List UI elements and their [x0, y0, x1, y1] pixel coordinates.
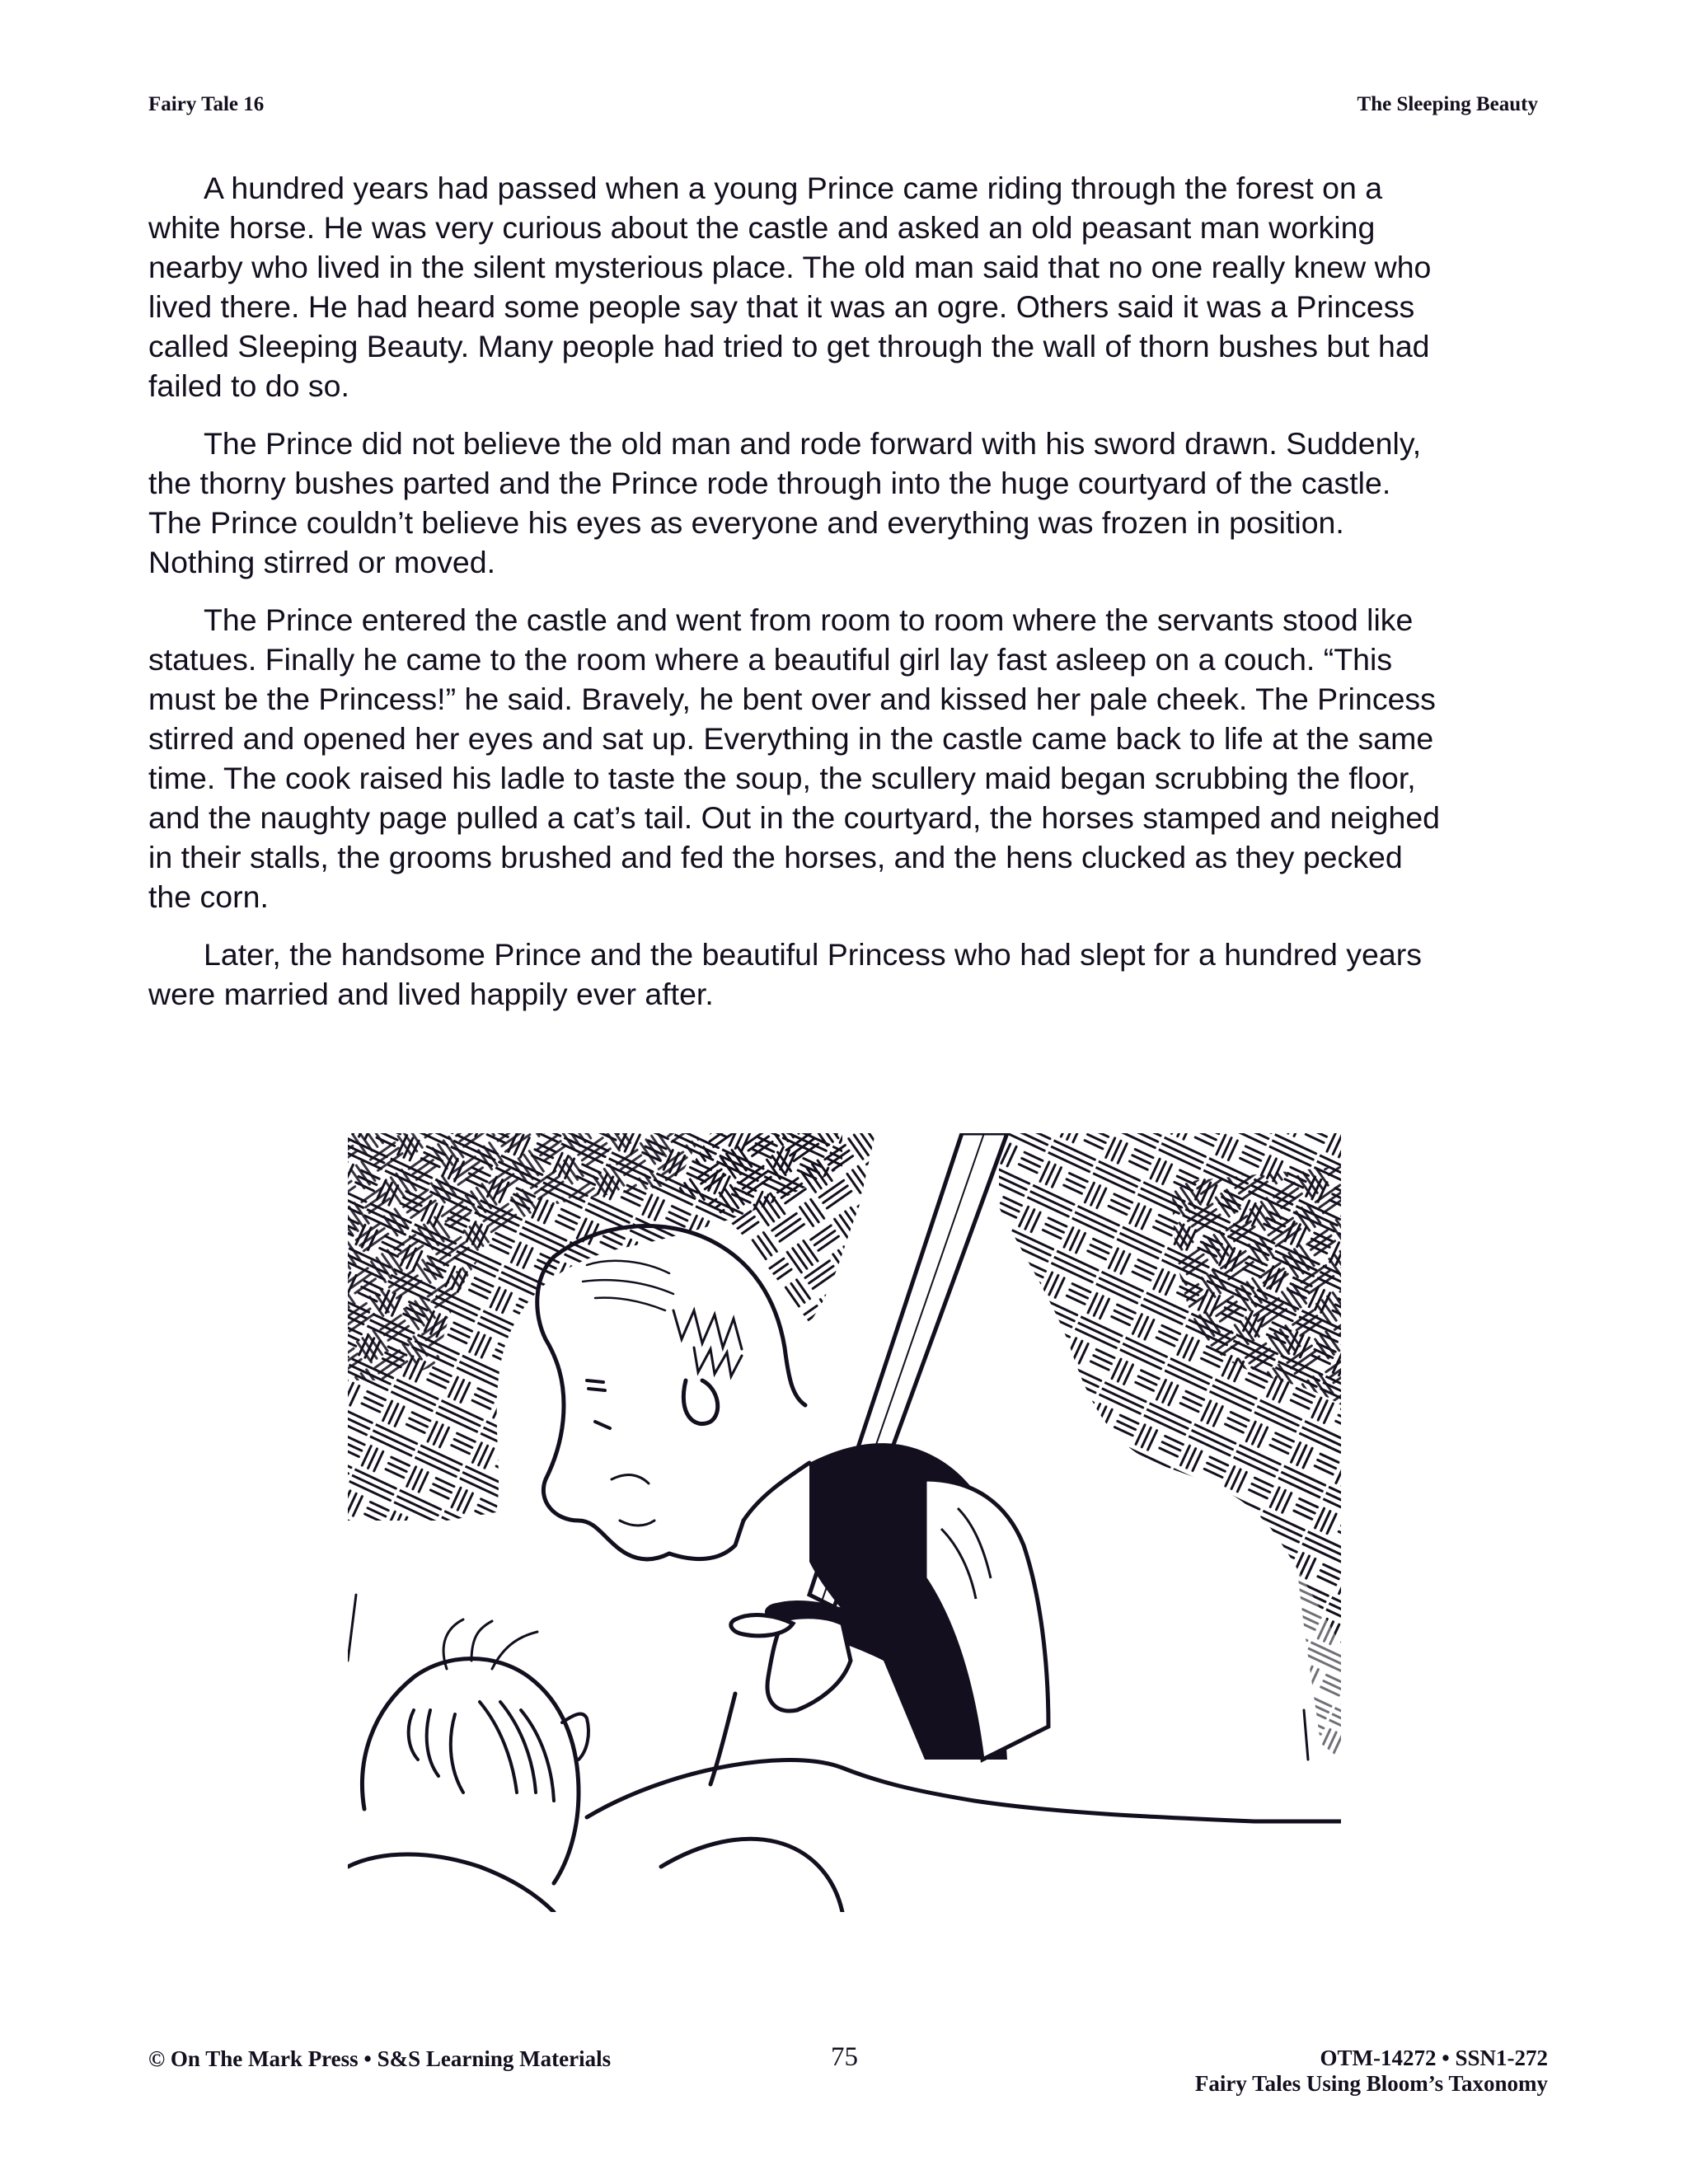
- text-line: called Sleeping Beauty. Many people had tried to get through the wall of thorn bushes but had: [148, 329, 1430, 363]
- story-text: [148, 168, 1566, 1032]
- paragraph-3: [148, 600, 1566, 916]
- text-line: and the naughty page pulled a cat’s tail. Out in the courtyard, the horses stamped and neighed: [148, 800, 1441, 835]
- text-line: nearby who lived in the silent mysterious place. The old man said that no one really knew who: [148, 250, 1432, 284]
- text-line: the corn.: [148, 879, 269, 914]
- text-line: Nothing stirred or moved.: [148, 545, 496, 579]
- prince-hand: [731, 1615, 851, 1711]
- story-illustration: [348, 1133, 1341, 1912]
- text-line: stirred and opened her eyes and sat up. Everything in the castle came back to life at the same: [148, 721, 1434, 756]
- text-line: The Prince did not believe the old man and rode forward with his sword drawn. Suddenly,: [204, 426, 1422, 461]
- paragraph-1: [148, 168, 1566, 405]
- text-line: Later, the handsome Prince and the beautiful Princess who had slept for a hundred years: [204, 937, 1423, 972]
- text-line: white horse. He was very curious about the castle and asked an old peasant man working: [148, 210, 1376, 245]
- text-line: failed to do so.: [148, 368, 349, 403]
- book-info: [1195, 2046, 1548, 2097]
- running-head-story-title: The Sleeping Beauty: [1357, 93, 1538, 115]
- text-line: The Prince couldn’t believe his eyes as everyone and everything was frozen in position.: [148, 505, 1344, 540]
- product-code: OTM-14272 • SSN1-272: [1320, 2046, 1548, 2070]
- book-title: Fairy Tales Using Bloom’s Taxonomy: [1194, 2071, 1548, 2096]
- text-line: The Prince entered the castle and went from room to room where the servants stood like: [204, 602, 1414, 637]
- text-line: lived there. He had heard some people say that it was an ogre. Others said it was a Princess: [148, 289, 1415, 324]
- copyright-notice: © On The Mark Press • S&S Learning Materials: [148, 2046, 612, 2071]
- paragraph-4: [148, 935, 1566, 1014]
- text-line: in their stalls, the grooms brushed and fed the horses, and the hens clucked as they pecked: [148, 840, 1403, 874]
- prince-tunic: [809, 1443, 1048, 1760]
- text-line: A hundred years had passed when a young Prince came riding through the forest on a: [204, 171, 1383, 205]
- text-line: time. The cook raised his ladle to taste the soup, the scullery maid began scrubbing the floor,: [148, 761, 1416, 795]
- prince-kissing-princess-illustration: [348, 1133, 1341, 1912]
- running-head-chapter: Fairy Tale 16: [148, 93, 265, 115]
- text-line: the thorny bushes parted and the Prince rode through into the huge courtyard of the castle.: [148, 466, 1391, 500]
- paragraph-2: [148, 424, 1566, 582]
- text-line: statues. Finally he came to the room where a beautiful girl lay fast asleep on a couch. “This: [148, 642, 1393, 677]
- page-number: 75: [831, 2042, 858, 2072]
- prince-head: [537, 1226, 809, 1559]
- text-line: were married and lived happily ever after.: [148, 977, 714, 1011]
- text-line: must be the Princess!” he said. Bravely, he bent over and kissed her pale cheek. The Princess: [148, 682, 1436, 716]
